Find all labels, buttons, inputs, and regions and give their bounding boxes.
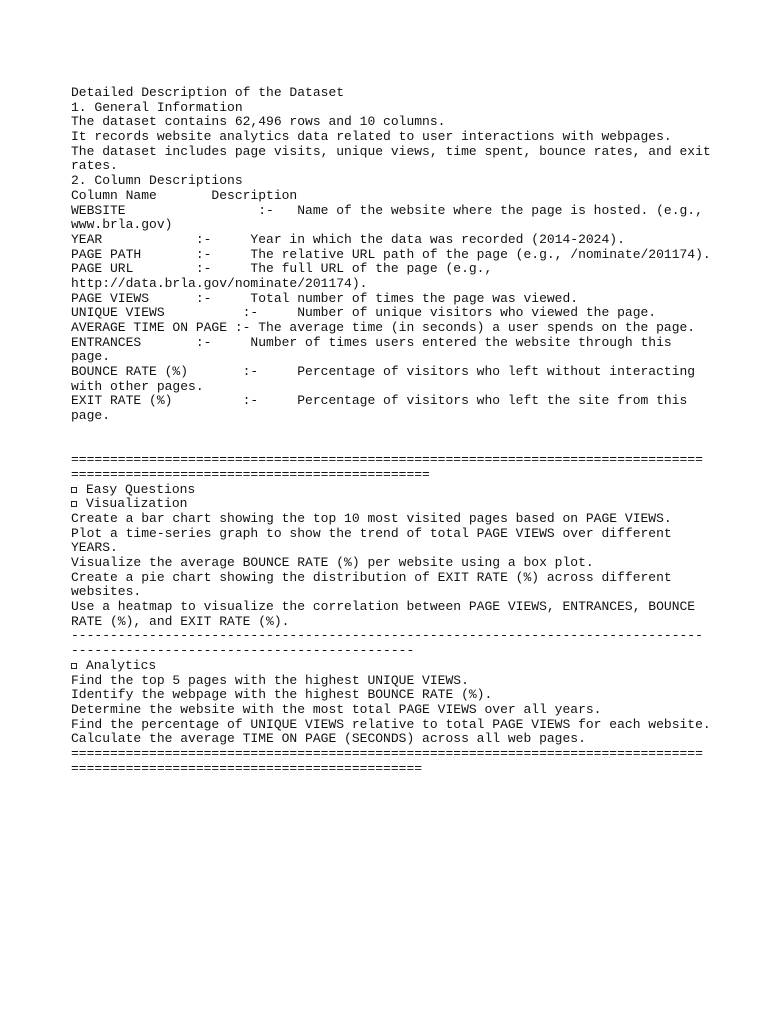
column-description-line: ENTRANCES :- Number of times users entered the website through this (71, 334, 672, 350)
document-title: Detailed Description of the Dataset (71, 85, 345, 100)
column-description-line: EXIT RATE (%) :- Percentage of visitors who left the site from this (71, 393, 688, 409)
column-description-line: http://data.brla.gov/nominate/201174). (71, 275, 368, 291)
visualization-task: Create a pie chart showing the distribution of EXIT RATE (%) across different (71, 569, 672, 585)
general-line: rates. (71, 158, 118, 174)
analytics-task: Calculate the average TIME ON PAGE (SECONDS) across all web pages. (71, 731, 586, 747)
column-table-header: Column Name Description (71, 187, 298, 203)
column-description-line: BOUNCE RATE (%) :- Percentage of visitors who left without interacting (71, 364, 696, 380)
column-descriptions-heading: 2. Column Descriptions (71, 173, 243, 189)
visualization-label: Visualization (86, 496, 188, 512)
column-description-line: PAGE VIEWS :- Total number of times the page was viewed. (71, 290, 579, 306)
section-spacer (71, 424, 711, 453)
analytics-heading (71, 659, 711, 674)
column-description-line: UNIQUE VIEWS :- Number of unique visitors who viewed the page. (71, 305, 657, 321)
column-description-line: page. (71, 408, 111, 424)
visualization-task: Visualize the average BOUNCE RATE (%) per website using a box plot. (71, 555, 594, 571)
square-bullet-icon (71, 501, 77, 507)
easy-questions-heading (71, 483, 711, 498)
analytics-task: Identify the webpage with the highest BOUNCE RATE (%). (71, 687, 493, 703)
visualization-task: RATE (%), and EXIT RATE (%). (71, 613, 290, 629)
visualization-task: Create a bar chart showing the top 10 most visited pages based on PAGE VIEWS. (71, 510, 672, 526)
column-description-line: WEBSITE :- Name of the website where the page is hosted. (e.g., (71, 202, 703, 218)
column-description-line: YEAR :- Year in which the data was recorded (2014-2024). (71, 231, 625, 247)
square-bullet-icon (71, 663, 77, 669)
separator-double-line: ================================================================================= (71, 745, 703, 761)
general-line: It records website analytics data related to user interactions with webpages. (71, 129, 672, 145)
analytics-task: Find the top 5 pages with the highest UNIQUE VIEWS. (71, 672, 469, 688)
column-description-line: PAGE URL :- The full URL of the page (e.g., (71, 261, 493, 277)
separator-double-line: ============================================= (71, 760, 423, 776)
separator-dash-line: --------------------------------------------------------------------------------- (71, 628, 703, 644)
general-line: The dataset includes page visits, unique views, time spent, bounce rates, and exit (71, 143, 711, 159)
column-description-line: PAGE PATH :- The relative URL path of the page (e.g., /nominate/201174). (71, 246, 711, 262)
separator-double-line: ============================================== (71, 466, 430, 482)
analytics-label: Analytics (86, 657, 157, 673)
column-description-line: page. (71, 349, 111, 365)
visualization-task: Plot a time-series graph to show the trend of total PAGE VIEWS over different (71, 525, 672, 541)
general-line: The dataset contains 62,496 rows and 10 columns. (71, 114, 446, 130)
column-description-line: www.brla.gov) (71, 217, 173, 233)
visualization-task: Use a heatmap to visualize the correlation between PAGE VIEWS, ENTRANCES, BOUNCE (71, 599, 696, 615)
separator-double-line: ================================================================================= (71, 452, 703, 468)
visualization-heading (71, 497, 711, 512)
visualization-task: YEARS. (71, 540, 118, 556)
analytics-task: Find the percentage of UNIQUE VIEWS relative to total PAGE VIEWS for each website. (71, 716, 711, 732)
visualization-task: websites. (71, 584, 142, 600)
square-bullet-icon (71, 487, 77, 493)
column-description-line: AVERAGE TIME ON PAGE :- The average time (in seconds) a user spends on the page. (71, 320, 696, 335)
column-description-line: with other pages. (71, 378, 204, 394)
analytics-task: Determine the website with the most total PAGE VIEWS over all years. (71, 701, 602, 717)
easy-questions-label: Easy Questions (86, 481, 196, 497)
document-page (71, 86, 711, 776)
general-information-heading: 1. General Information (71, 99, 243, 115)
separator-dash-line: -------------------------------------------- (71, 643, 415, 659)
